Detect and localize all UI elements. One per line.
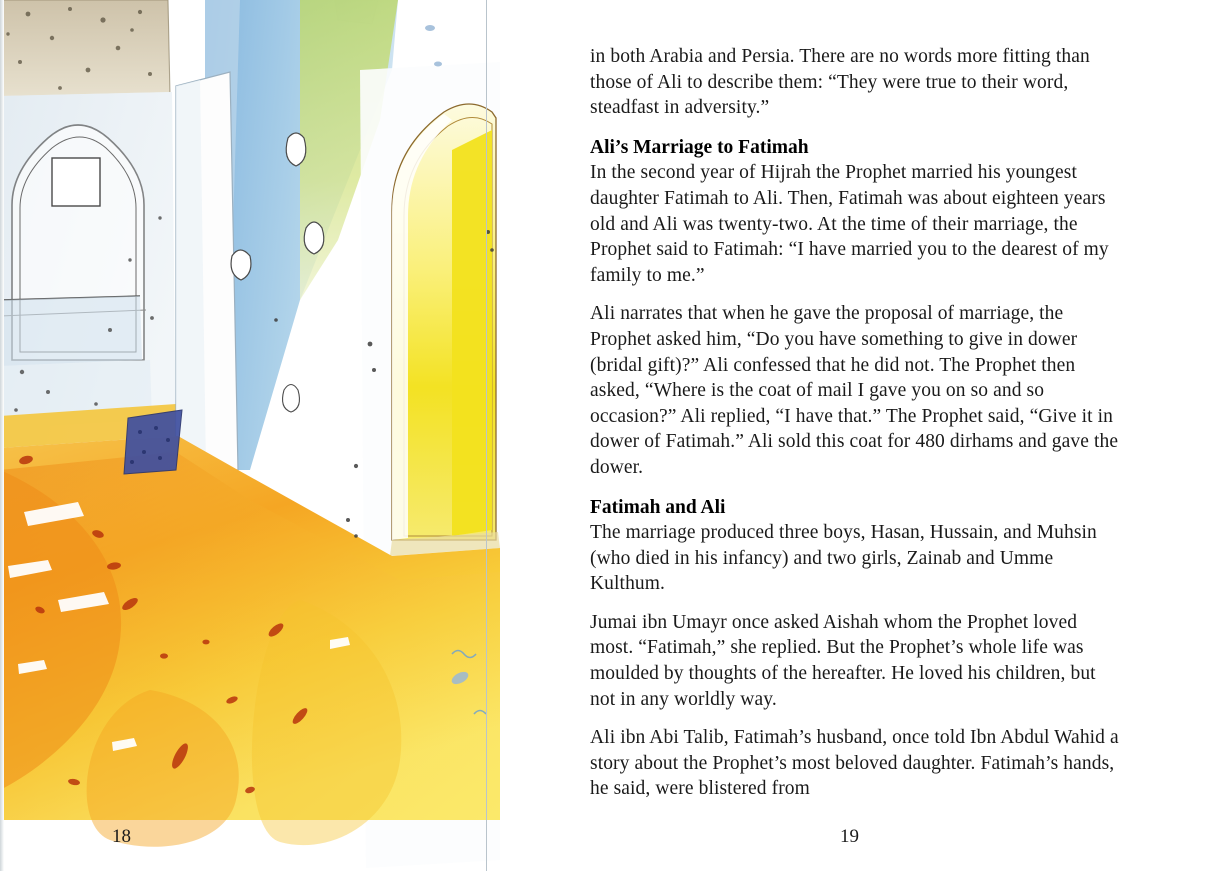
paragraph-marriage-details: In the second year of Hijrah the Prophet married his youngest daughter Fatimah to Ali. Then, Fatimah was about eighteen years old and Ali was twenty-two. At the time of their marriage, the Prophet said to Fatimah: “I have married you to the dearest of my family to me.” [590, 162, 1109, 286]
paragraph-children: The marriage produced three boys, Hasan, Hussain, and Muhsin (who died in his infancy) and two girls, Zainab and Umme Kulthum. [590, 522, 1097, 595]
page-gutter [486, 0, 487, 871]
page-number-right: 19 [840, 826, 859, 847]
paragraph-aishah-question: Jumai ibn Umayr once asked Aishah whom the Prophet loved most. “Fatimah,” she replied. But the Prophet’s whole life was moulded by thoughts of the hereafter. He loved his children, but not in any worldly way. [590, 611, 1096, 710]
heading-alis-marriage-to-fatimah: Ali’s Marriage to Fatimah [590, 136, 809, 158]
page-edge [0, 0, 4, 871]
paragraph-intro: in both Arabia and Persia. There are no words more fitting than those of Ali to describe them: “They were true to their word, steadfast in adversity.” [590, 46, 1090, 119]
mosque-interior-watercolour [0, 0, 500, 871]
paragraph-dower-story: Ali narrates that when he gave the proposal of marriage, the Prophet asked him, “Do you have something to give in dower (bridal gift)?” Ali confessed that he did not. The Prophet then asked, “Where is the coat of mail I gave you on so and so occasion?” Ali replied, “I have that.” The Prophet said, “Give it in dower of Fatimah.” Ali sold this coat for 480 dirhams and gave the dower. [590, 303, 1119, 478]
page-number-left: 18 [112, 826, 131, 847]
heading-fatimah-and-ali: Fatimah and Ali [590, 496, 726, 518]
illustration-left-page [0, 0, 500, 871]
paragraph-ibn-abdul-wahid: Ali ibn Abi Talib, Fatimah’s husband, once told Ibn Abdul Wahid a story about the Prophet’s most beloved daughter. Fatimah’s hands, he said, were blistered from [590, 727, 1119, 800]
right-page-text-column [590, 44, 1120, 815]
